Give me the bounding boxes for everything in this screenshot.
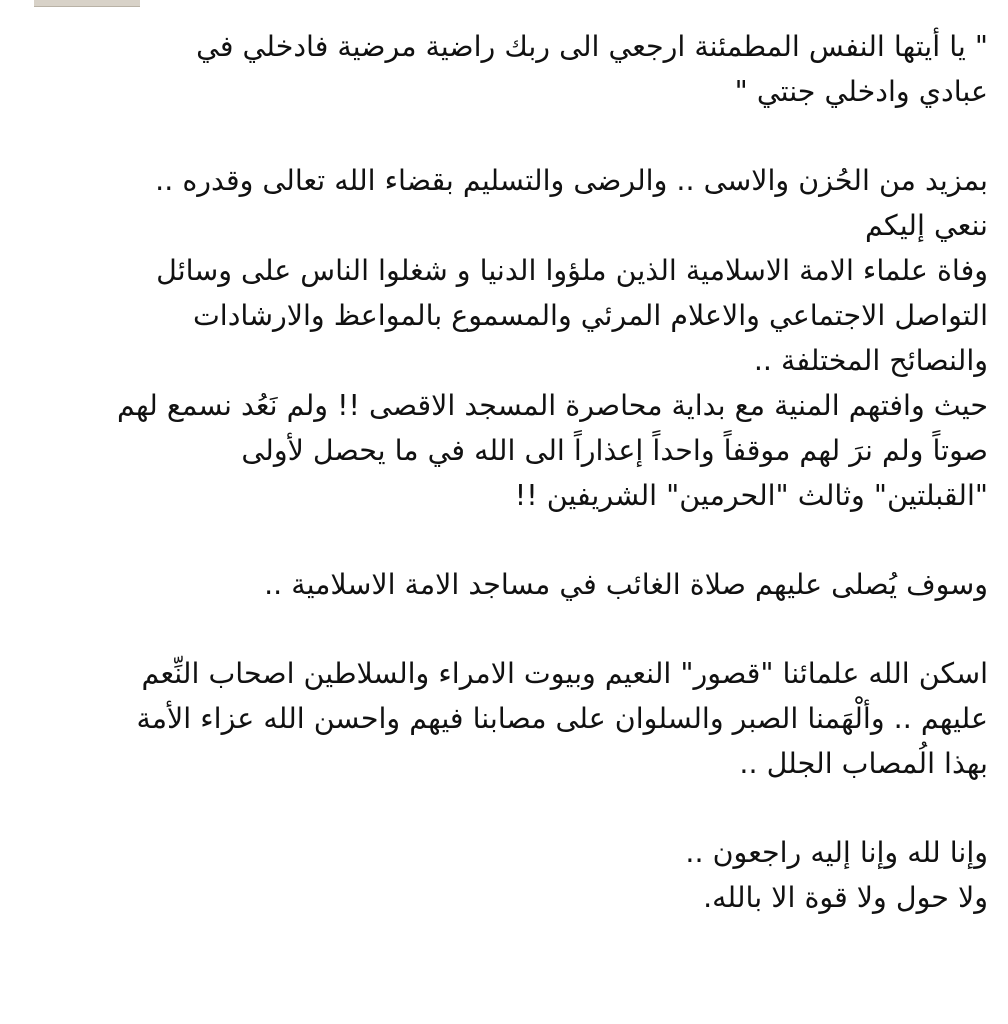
condolence-line: ننعي إليكم <box>864 209 988 242</box>
condolence-line: صوتاً ولم نرَ لهم موقفاً واحداً إعذاراً الى الله في ما يحصل لأولى <box>241 434 988 467</box>
condolence-line: بمزيد من الحُزن والاسى .. والرضى والتسليم بقضاء الله تعالى وقدره .. <box>155 164 988 197</box>
prayer-paragraph <box>34 562 988 607</box>
closing-paragraph <box>34 830 988 920</box>
cropped-image-thumbnail <box>34 0 140 7</box>
paragraph-spacer <box>34 518 988 562</box>
paragraph-spacer <box>34 607 988 651</box>
paragraph-spacer <box>34 786 988 830</box>
closing-line: ولا حول ولا قوة الا بالله. <box>703 881 988 914</box>
supplication-line: بهذا الُمصاب الجلل .. <box>739 747 988 780</box>
condolence-line: حيث وافتهم المنية مع بداية محاصرة المسجد الاقصى !! ولم نَعُد نسمع لهم <box>117 389 988 422</box>
condolence-paragraph <box>34 158 988 518</box>
supplication-line: عليهم .. وألْهَمنا الصبر والسلوان على مصابنا فيهم واحسن الله عزاء الأمة <box>136 702 988 735</box>
paragraph-spacer <box>34 114 988 158</box>
closing-line: وإنا لله وإنا إليه راجعون .. <box>685 836 988 869</box>
condolence-line: والنصائح المختلفة .. <box>753 344 988 377</box>
verse-line: " يا أيتها النفس المطمئنة ارجعي الى ربك راضية مرضية فادخلي في <box>196 30 988 63</box>
condolence-post-text <box>34 24 988 920</box>
verse-line: عبادي وادخلي جنتي " <box>734 75 988 108</box>
prayer-line: وسوف يُصلى عليهم صلاة الغائب في مساجد الامة الاسلامية .. <box>264 568 988 601</box>
condolence-line: وفاة علماء الامة الاسلامية الذين ملؤوا الدنيا و شغلوا الناس على وسائل <box>156 254 988 287</box>
condolence-line: "القبلتين" وثالث "الحرمين" الشريفين !! <box>514 479 988 512</box>
supplication-paragraph <box>34 651 988 786</box>
quran-verse-paragraph <box>34 24 988 114</box>
supplication-line: اسكن الله علمائنا "قصور" النعيم وبيوت الامراء والسلاطين اصحاب النِّعم <box>141 657 988 690</box>
condolence-line: التواصل الاجتماعي والاعلام المرئي والمسموع بالمواعظ والارشادات <box>192 299 988 332</box>
